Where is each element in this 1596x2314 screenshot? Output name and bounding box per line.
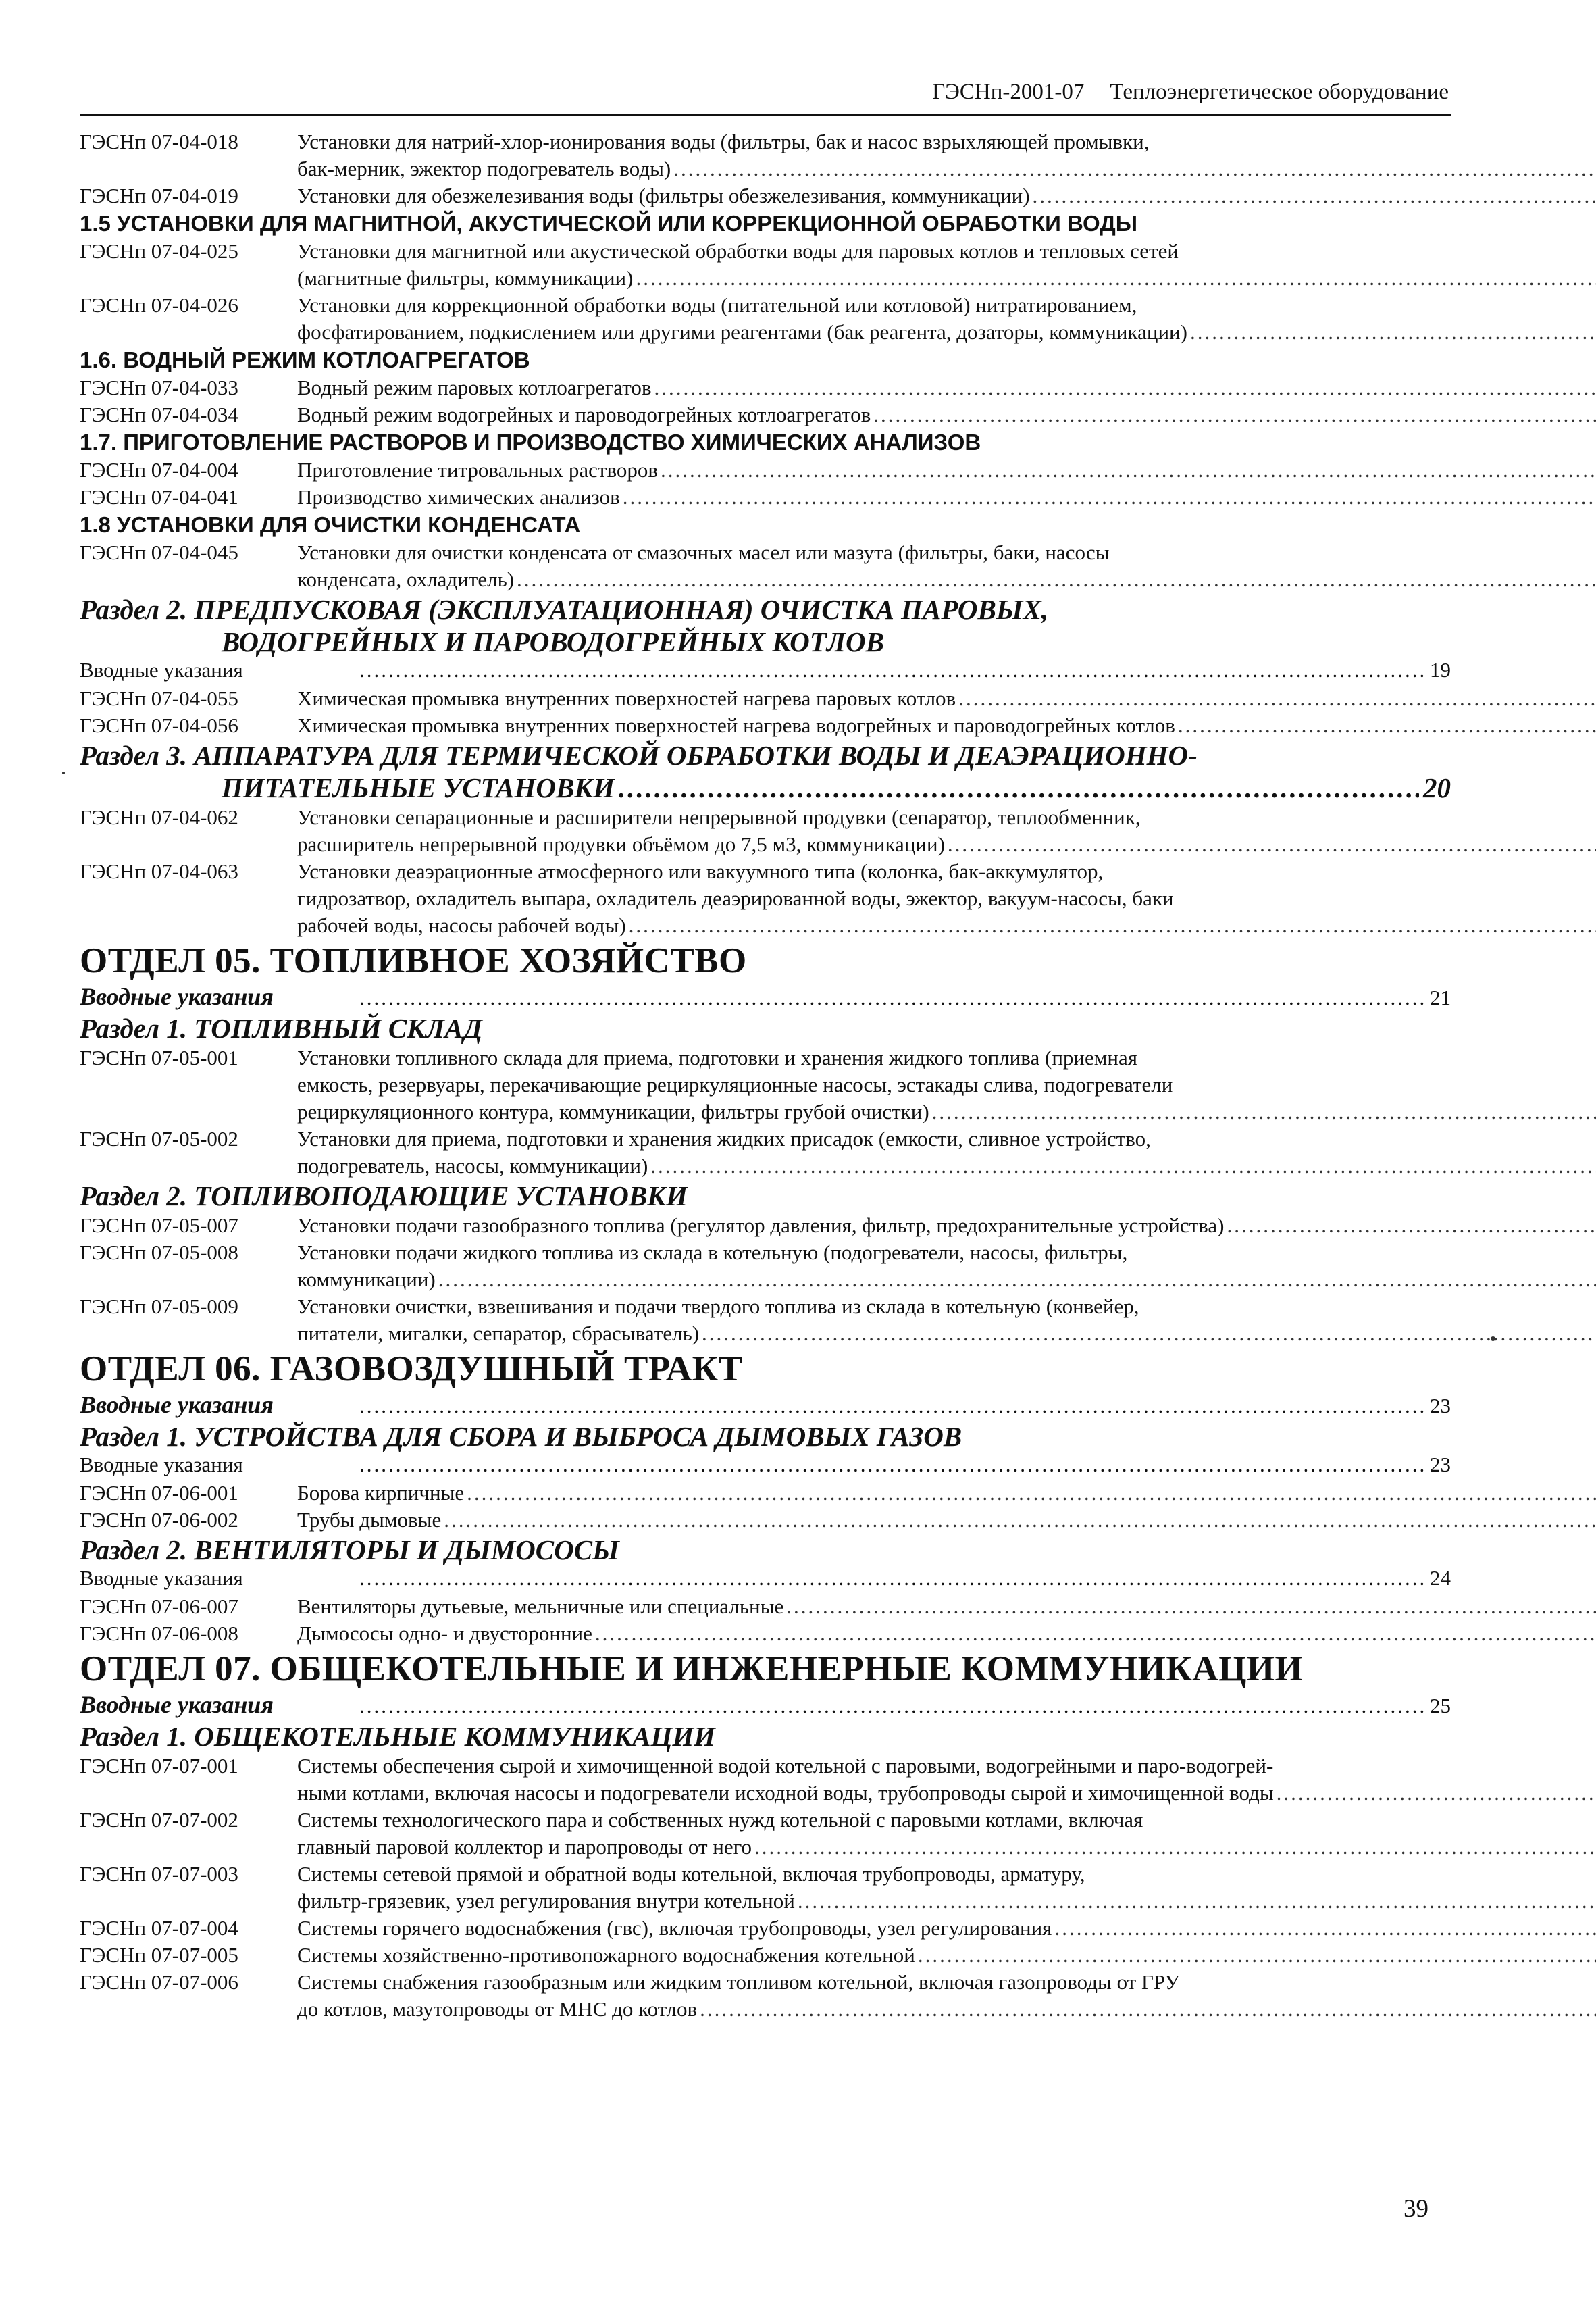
running-header	[800, 80, 1449, 114]
toc-entry[interactable]	[80, 1942, 1451, 1969]
entry-line	[297, 1969, 1596, 1996]
dot-leader	[1190, 319, 1596, 346]
scan-speck	[1491, 1336, 1495, 1341]
entry-text: главный паровой коллектор и паропроводы от него	[297, 1835, 752, 1859]
entry-text: Химическая промывка внутренних поверхностей нагрева паровых котлов	[297, 686, 956, 710]
entry-line	[297, 457, 1596, 484]
toc-entry[interactable]	[80, 374, 1451, 401]
entry-code: ГЭСНп 07-07-002	[80, 1808, 238, 1832]
entry-description	[297, 1593, 1596, 1620]
razdel-heading	[80, 593, 1451, 658]
entry-text: Приготовление титровальных растворов	[297, 458, 659, 482]
subsection-heading: 1.8 УСТАНОВКИ ДЛЯ ОЧИСТКИ КОНДЕНСАТА	[80, 512, 581, 537]
entry-line	[297, 1780, 1596, 1807]
entry-line	[297, 1861, 1596, 1888]
entry-text: Борова кирпичные	[297, 1481, 465, 1505]
toc-entry[interactable]	[80, 1861, 1451, 1915]
entry-line	[297, 712, 1596, 739]
entry-code: ГЭСНп 07-07-004	[80, 1916, 238, 1940]
intro-notes-entry[interactable]	[80, 1690, 1451, 1720]
entry-description	[297, 182, 1596, 209]
entry-description	[297, 1915, 1596, 1942]
dot-leader	[359, 1394, 1427, 1418]
entry-text: Водный режим паровых котлоагрегатов	[297, 376, 652, 399]
otdel-heading: ОТДЕЛ 05. ТОПЛИВНОЕ ХОЗЯЙСТВО	[80, 941, 747, 980]
entry-text: Системы технологического пара и собственных нужд котельной с паровыми котлами, включая	[297, 1808, 1143, 1832]
entry-code: ГЭСНп 07-06-001	[80, 1481, 238, 1505]
dot-leader	[623, 484, 1596, 511]
entry-text: фильтр-грязевик, узел регулирования внутри котельной	[297, 1889, 795, 1913]
entry-text: Вентиляторы дутьевые, мельничные или специальные	[297, 1594, 784, 1618]
dot-leader	[444, 1507, 1596, 1534]
entry-text: Системы сетевой прямой и обратной воды котельной, включая трубопроводы, арматуру,	[297, 1862, 1085, 1886]
dot-leader	[1033, 182, 1596, 209]
entry-code: ГЭСНп 07-07-003	[80, 1862, 238, 1886]
entry-text: Дымососы одно- и двусторонние	[297, 1621, 592, 1645]
intro-notes-label: Вводные указания	[80, 1691, 274, 1718]
entry-code: ГЭСНп 07-07-006	[80, 1970, 238, 1994]
razdel-line: ВОДОГРЕЙНЫХ И ПАРОВОДОГРЕЙНЫХ КОТЛОВ	[222, 626, 884, 657]
dot-leader	[1178, 712, 1596, 739]
entry-text: Водный режим водогрейных и пароводогрейных котлоагрегатов	[297, 403, 871, 426]
toc-entry[interactable]	[80, 401, 1451, 428]
entry-code: ГЭСНп 07-04-034	[80, 403, 238, 426]
entry-description	[297, 1807, 1596, 1861]
subsection-heading: 1.6. ВОДНЫЙ РЕЖИМ КОТЛОАГРЕГАТОВ	[80, 347, 530, 372]
dot-leader	[359, 658, 1427, 682]
entry-text: конденсата, охладитель)	[297, 568, 515, 591]
entry-description	[297, 374, 1596, 401]
entry-line	[297, 265, 1596, 292]
entry-description	[297, 457, 1596, 484]
entry-line	[297, 484, 1596, 511]
header-code: ГЭСНп-2001-07	[932, 80, 1085, 104]
dot-leader	[619, 772, 1419, 804]
razdel-heading: Раздел 2. ТОПЛИВОПОДАЮЩИЕ УСТАНОВКИ	[80, 1180, 688, 1211]
entry-line	[297, 885, 1596, 912]
entry-code: ГЭСНп 07-05-007	[80, 1213, 238, 1237]
razdel-line: Раздел 2. ПРЕДПУСКОВАЯ (ЭКСПЛУАТАЦИОННАЯ) ОЧИСТКА ПАРОВЫХ,	[80, 594, 1049, 625]
dot-leader	[702, 1320, 1596, 1347]
entry-text: коммуникации)	[297, 1267, 436, 1291]
intro-notes-entry[interactable]	[80, 1453, 1451, 1480]
entry-line	[297, 155, 1596, 182]
entry-line	[297, 374, 1596, 401]
dot-leader	[517, 566, 1596, 593]
toc-entry[interactable]	[80, 1753, 1451, 1807]
entry-line	[297, 1807, 1596, 1834]
entry-description	[297, 539, 1596, 593]
entry-line	[297, 1593, 1596, 1620]
entry-line	[297, 1239, 1596, 1266]
entry-text: до котлов, мазутопроводы от МНС до котлов	[297, 1997, 698, 2021]
dot-leader	[918, 1942, 1596, 1969]
intro-notes-label: Вводные указания	[80, 658, 243, 682]
entry-code: ГЭСНп 07-07-001	[80, 1754, 238, 1778]
dot-leader	[595, 1620, 1596, 1647]
entry-code: ГЭСНп 07-05-002	[80, 1127, 238, 1151]
dot-leader	[359, 1453, 1427, 1477]
toc-entry[interactable]	[80, 1239, 1451, 1293]
intro-notes-page: 23	[1430, 1394, 1451, 1417]
toc-entry[interactable]	[80, 1293, 1451, 1347]
entry-line	[297, 1753, 1596, 1780]
intro-notes-label: Вводные указания	[80, 1391, 274, 1418]
entry-text: Установки для коррекционной обработки воды (питательной или котловой) нитратированием,	[297, 293, 1137, 317]
toc-entry[interactable]	[80, 238, 1451, 292]
entry-text: расширитель непрерывной продувки объёмом до 7,5 м3, коммуникации)	[297, 832, 945, 856]
entry-description	[297, 685, 1596, 712]
entry-text: Системы горячего водоснабжения (гвс), включая трубопроводы, узел регулирования	[297, 1916, 1052, 1940]
entry-line	[297, 804, 1596, 831]
page-number: 39	[1404, 2195, 1428, 2223]
entry-line	[297, 1480, 1596, 1507]
intro-notes-page: 19	[1430, 658, 1451, 682]
header-rule	[80, 114, 1451, 116]
entry-description	[297, 1507, 1596, 1534]
entry-code: ГЭСНп 07-05-001	[80, 1046, 238, 1070]
entry-code: ГЭСНп 07-04-055	[80, 686, 238, 710]
table-of-contents	[80, 128, 1451, 2023]
entry-text: Установки подачи жидкого топлива из склада в котельную (подогреватели, насосы, фильтры,	[297, 1240, 1128, 1264]
razdel-line: Раздел 3. АППАРАТУРА ДЛЯ ТЕРМИЧЕСКОЙ ОБРАБОТКИ ВОДЫ И ДЕАЭРАЦИОННО-	[80, 740, 1198, 771]
intro-notes-entry[interactable]	[80, 982, 1451, 1012]
intro-notes-label: Вводные указания	[80, 983, 274, 1010]
entry-code: ГЭСНп 07-04-026	[80, 293, 238, 317]
intro-notes-entry[interactable]	[80, 1390, 1451, 1420]
entry-line	[297, 1320, 1596, 1347]
entry-line	[297, 566, 1596, 593]
intro-notes-label: Вводные указания	[80, 1566, 243, 1590]
entry-text: Системы хозяйственно-противопожарного водоснабжения котельной	[297, 1943, 915, 1967]
razdel-heading: Раздел 1. ТОПЛИВНЫЙ СКЛАД	[80, 1013, 483, 1044]
intro-notes-entry[interactable]	[80, 658, 1451, 685]
otdel-heading: ОТДЕЛ 06. ГАЗОВОЗДУШНЫЙ ТРАКТ	[80, 1349, 743, 1388]
entry-line	[297, 685, 1596, 712]
entry-code: ГЭСНп 07-04-018	[80, 130, 238, 153]
toc-entry[interactable]	[80, 1507, 1451, 1534]
entry-code: ГЭСНп 07-04-004	[80, 458, 238, 482]
entry-line	[297, 1915, 1596, 1942]
entry-line	[297, 128, 1596, 155]
intro-notes-label: Вводные указания	[80, 1453, 243, 1476]
entry-description	[297, 238, 1596, 292]
subsection-heading: 1.5 УСТАНОВКИ ДЛЯ МАГНИТНОЙ, АКУСТИЧЕСКОЙ ИЛИ КОРРЕКЦИОННОЙ ОБРАБОТКИ ВОДЫ	[80, 211, 1138, 236]
dot-leader	[1277, 1780, 1596, 1807]
entry-text: (магнитные фильтры, коммуникации)	[297, 266, 634, 290]
dot-leader	[636, 265, 1596, 292]
dot-leader	[654, 374, 1596, 401]
entry-text: Установки для натрий-хлор-ионирования воды (фильтры, бак и насос взрыхляющей промывки,	[297, 130, 1150, 153]
dot-leader	[359, 1566, 1427, 1590]
razdel-heading	[80, 739, 1451, 804]
subsection-heading: 1.7. ПРИГОТОВЛЕНИЕ РАСТВОРОВ И ПРОИЗВОДСТВО ХИМИЧЕСКИХ АНАЛИЗОВ	[80, 430, 981, 455]
entry-text: рабочей воды, насосы рабочей воды)	[297, 913, 626, 937]
entry-text: Установки сепарационные и расширители непрерывной продувки (сепаратор, теплообменник,	[297, 805, 1141, 829]
entry-description	[297, 712, 1596, 739]
entry-line	[297, 238, 1596, 265]
entry-code: ГЭСНп 07-06-008	[80, 1621, 238, 1645]
entry-description	[297, 858, 1596, 939]
entry-line	[297, 1942, 1596, 1969]
entry-description	[297, 1969, 1596, 2023]
razdel-line-text: ПИТАТЕЛЬНЫЕ УСТАНОВКИ	[222, 772, 615, 803]
entry-text: Установки для приема, подготовки и хранения жидких присадок (емкости, сливное устройство,	[297, 1127, 1151, 1151]
entry-description	[297, 1480, 1596, 1507]
entry-line	[297, 1620, 1596, 1647]
toc-entry[interactable]	[80, 1807, 1451, 1861]
entry-line	[297, 858, 1596, 885]
entry-description	[297, 1126, 1596, 1180]
dot-leader	[958, 685, 1596, 712]
entry-code: ГЭСНп 07-04-041	[80, 485, 238, 509]
entry-text: емкость, резервуары, перекачивающие рециркуляционные насосы, эстакады слива, подогреватели	[297, 1073, 1173, 1097]
dot-leader	[359, 1694, 1427, 1718]
header-title: Теплоэнергетическое оборудование	[1110, 80, 1449, 104]
dot-leader	[700, 1996, 1596, 2023]
entry-description	[297, 1753, 1596, 1807]
toc-entry[interactable]	[80, 858, 1451, 939]
entry-line	[297, 1045, 1596, 1072]
entry-text: Установки для обезжелезивания воды (фильтры обезжелезивания, коммуникации)	[297, 184, 1030, 207]
dot-leader	[673, 155, 1596, 182]
entry-text: Химическая промывка внутренних поверхностей нагрева водогрейных и пароводогрейных котлов	[297, 713, 1175, 737]
entry-line	[297, 1293, 1596, 1320]
intro-notes-page: 25	[1430, 1694, 1451, 1717]
entry-code: ГЭСНп 07-05-009	[80, 1294, 238, 1318]
razdel-heading: Раздел 1. ОБЩЕКОТЕЛЬНЫЕ КОММУНИКАЦИИ	[80, 1721, 716, 1752]
entry-line	[297, 182, 1596, 209]
dot-leader	[786, 1593, 1596, 1620]
toc-entry[interactable]	[80, 539, 1451, 593]
entry-line	[297, 319, 1596, 346]
entry-line	[297, 1507, 1596, 1534]
entry-line	[297, 1126, 1596, 1153]
entry-code: ГЭСНп 07-04-019	[80, 184, 238, 207]
intro-notes-page: 23	[1430, 1453, 1451, 1476]
dot-leader	[467, 1480, 1596, 1507]
entry-line	[297, 1266, 1596, 1293]
toc-entry[interactable]	[80, 292, 1451, 346]
toc-entry[interactable]	[80, 182, 1451, 209]
entry-description	[297, 292, 1596, 346]
entry-text: Установки для очистки конденсата от смазочных масел или мазута (фильтры, баки, насосы	[297, 540, 1110, 564]
toc-entry[interactable]	[80, 1620, 1451, 1647]
dot-leader	[873, 401, 1596, 428]
entry-code: ГЭСНп 07-04-033	[80, 376, 238, 399]
dot-leader	[798, 1888, 1596, 1915]
dot-leader	[359, 986, 1427, 1010]
entry-description	[297, 1942, 1596, 1969]
entry-code: ГЭСНп 07-04-062	[80, 805, 238, 829]
entry-text: Установки топливного склада для приема, подготовки и хранения жидкого топлива (приемная	[297, 1046, 1137, 1070]
entry-text: ными котлами, включая насосы и подогреватели исходной воды, трубопроводы сырой и химочищенной воды	[297, 1781, 1274, 1805]
intro-notes-entry[interactable]	[80, 1566, 1451, 1593]
entry-text: Производство химических анализов	[297, 485, 620, 509]
intro-notes-page: 24	[1430, 1566, 1451, 1590]
entry-code: ГЭСНп 07-06-007	[80, 1594, 238, 1618]
dot-leader	[1227, 1212, 1596, 1239]
entry-line	[297, 1212, 1596, 1239]
entry-description	[297, 804, 1596, 858]
entry-line	[297, 539, 1596, 566]
razdel-line	[80, 772, 1451, 804]
razdel-page: 20	[1423, 772, 1451, 803]
dot-leader	[661, 457, 1596, 484]
entry-code: ГЭСНп 07-06-002	[80, 1508, 238, 1532]
entry-line	[297, 1153, 1596, 1180]
toc-entry[interactable]	[80, 1915, 1451, 1942]
entry-text: Трубы дымовые	[297, 1508, 442, 1532]
toc-entry[interactable]	[80, 1045, 1451, 1126]
entry-description	[297, 1045, 1596, 1126]
otdel-heading: ОТДЕЛ 07. ОБЩЕКОТЕЛЬНЫЕ И ИНЖЕНЕРНЫЕ КОММУНИКАЦИИ	[80, 1649, 1304, 1688]
entry-code: ГЭСНп 07-04-056	[80, 713, 238, 737]
entry-line	[297, 1099, 1596, 1126]
dot-leader	[438, 1266, 1596, 1293]
entry-description	[297, 484, 1596, 511]
entry-text: Установки деаэрационные атмосферного или вакуумного типа (колонка, бак-аккумулятор,	[297, 859, 1104, 883]
razdel-heading: Раздел 2. ВЕНТИЛЯТОРЫ И ДЫМОСОСЫ	[80, 1534, 619, 1565]
dot-leader	[932, 1099, 1596, 1126]
toc-entry[interactable]	[80, 1126, 1451, 1180]
entry-text: подогреватель, насосы, коммуникации)	[297, 1154, 648, 1178]
entry-text: Системы снабжения газообразным или жидким топливом котельной, включая газопроводы от ГРУ	[297, 1970, 1180, 1994]
entry-description	[297, 1212, 1596, 1239]
entry-description	[297, 1861, 1596, 1915]
entry-text: Установки для магнитной или акустической обработки воды для паровых котлов и тепловых сетей	[297, 239, 1179, 263]
dot-leader	[948, 831, 1596, 858]
toc-entry[interactable]	[80, 484, 1451, 511]
toc-entry[interactable]	[80, 128, 1451, 182]
entry-line	[297, 831, 1596, 858]
entry-code: ГЭСНп 07-07-005	[80, 1943, 238, 1967]
toc-entry[interactable]	[80, 1212, 1451, 1239]
toc-entry[interactable]	[80, 804, 1451, 858]
entry-text: фосфатированием, подкислением или другими реагентами (бак реагента, дозаторы, коммуникации)	[297, 320, 1187, 344]
entry-line	[297, 1888, 1596, 1915]
entry-line	[297, 1834, 1596, 1861]
entry-text: Системы обеспечения сырой и химочищенной водой котельной с паровыми, водогрейными и паро-водогрей-	[297, 1754, 1274, 1778]
entry-line	[297, 292, 1596, 319]
entry-code: ГЭСНп 07-04-063	[80, 859, 238, 883]
dot-leader	[650, 1153, 1596, 1180]
entry-line	[297, 1996, 1596, 2023]
toc-entry[interactable]	[80, 1593, 1451, 1620]
razdel-heading: Раздел 1. УСТРОЙСТВА ДЛЯ СБОРА И ВЫБРОСА ДЫМОВЫХ ГАЗОВ	[80, 1421, 962, 1452]
entry-text: питатели, мигалки, сепаратор, сбрасыватель)	[297, 1322, 700, 1345]
entry-text: Установки очистки, взвешивания и подачи твердого топлива из склада в котельную (конвейер,	[297, 1294, 1139, 1318]
entry-description	[297, 1239, 1596, 1293]
entry-line	[297, 401, 1596, 428]
entry-line	[297, 912, 1596, 939]
entry-description	[297, 1620, 1596, 1647]
dot-leader	[629, 912, 1596, 939]
entry-text: рециркуляционного контура, коммуникации, фильтры грубой очистки)	[297, 1100, 929, 1124]
entry-code: ГЭСНп 07-05-008	[80, 1240, 238, 1264]
toc-entry[interactable]	[80, 1969, 1451, 2023]
intro-notes-page: 21	[1430, 986, 1451, 1009]
entry-text: гидрозатвор, охладитель выпара, охладитель деаэрированной воды, эжектор, вакуум-насосы, баки	[297, 886, 1174, 910]
entry-description	[297, 128, 1596, 182]
scan-speck	[62, 772, 65, 774]
toc-entry[interactable]	[80, 457, 1451, 484]
entry-line	[297, 1072, 1596, 1099]
entry-text: бак-мерник, эжектор подогреватель воды)	[297, 157, 671, 180]
entry-code: ГЭСНп 07-04-045	[80, 540, 238, 564]
toc-entry[interactable]	[80, 685, 1451, 712]
toc-entry[interactable]	[80, 712, 1451, 739]
entry-description	[297, 1293, 1596, 1347]
entry-text: Установки подачи газообразного топлива (регулятор давления, фильтр, предохранительные устройства)	[297, 1213, 1225, 1237]
entry-description	[297, 401, 1596, 428]
dot-leader	[1054, 1915, 1596, 1942]
toc-entry[interactable]	[80, 1480, 1451, 1507]
entry-code: ГЭСНп 07-04-025	[80, 239, 238, 263]
dot-leader	[754, 1834, 1596, 1861]
